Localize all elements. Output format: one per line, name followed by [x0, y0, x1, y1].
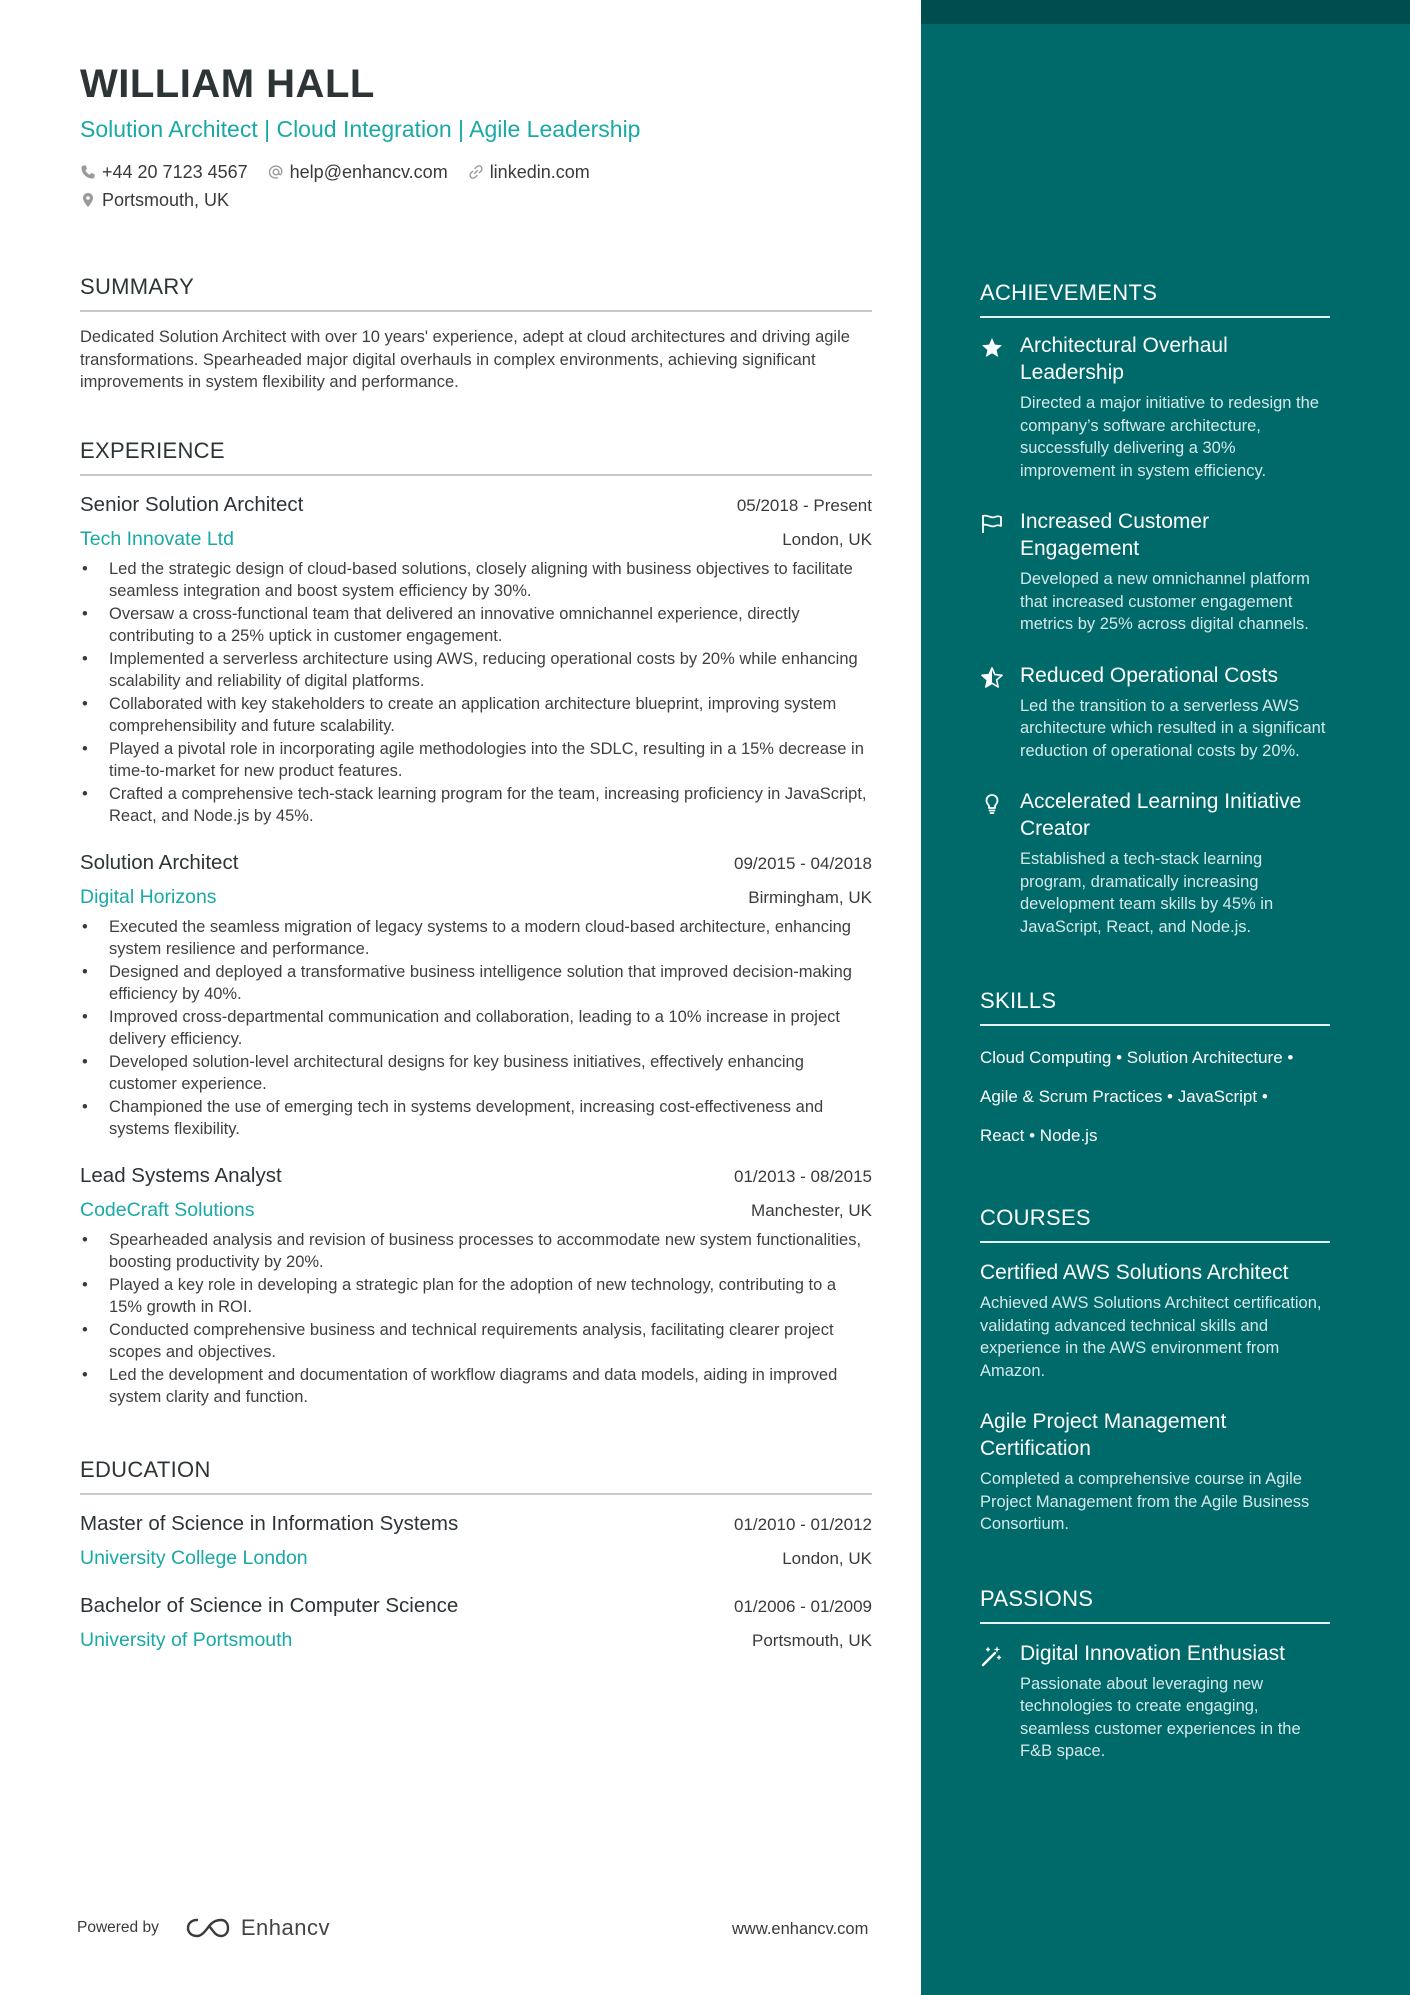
bullet-item: • Spearheaded analysis and revision of business processes to accommodate new system functionalities, boosting productivity by 20%.: [80, 1229, 872, 1274]
footer-branding: [77, 1915, 330, 1941]
job-company: Digital Horizons: [80, 885, 217, 908]
achievements-section: [980, 280, 1330, 938]
achievement-desc: Developed a new omnichannel platform that increased customer engagement metrics by 25% across digital channels.: [1020, 570, 1310, 633]
job-bullets: [80, 916, 872, 1141]
passions-section: [980, 1586, 1330, 1763]
phone-icon: [80, 164, 96, 180]
skills-line: Cloud Computing • Solution Architecture •: [980, 1048, 1294, 1067]
skills-list: [980, 1038, 1330, 1155]
bullet-item: • Crafted a comprehensive tech-stack learning program for the team, increasing proficiency in JavaScript, React, and Node.js by 45%.: [80, 783, 872, 828]
achievement-desc: Directed a major initiative to redesign the company’s software architecture, successfully delivering a 30% improvement in system efficiency.: [1020, 394, 1319, 480]
bullet-item: • Improved cross-departmental communication and collaboration, leading to a 10% increase in project delivery efficiency.: [80, 1006, 872, 1051]
school: University of Portsmouth: [80, 1628, 293, 1651]
main-column: [80, 60, 872, 1653]
job-title: Senior Solution Architect: [80, 492, 304, 516]
contact-linkedin[interactable]: [468, 158, 590, 186]
contact-info: [80, 158, 872, 214]
headline: Solution Architect | Cloud Integration | Agile Leadership: [80, 116, 641, 142]
bullet-item: • Conducted comprehensive business and technical requirements analysis, facilitating clearer project scopes and objectives.: [80, 1319, 872, 1364]
education-item: [80, 1593, 872, 1653]
degree: Master of Science in Information Systems: [80, 1511, 459, 1535]
courses-section: [980, 1205, 1330, 1536]
at-icon: [268, 164, 284, 180]
degree: Bachelor of Science in Computer Science: [80, 1593, 459, 1617]
linkedin-text: linkedin.com: [489, 162, 590, 182]
bullet-item: • Led the strategic design of cloud-based solutions, closely aligning with business objectives to facilitate seamless integration and boost system efficiency by 30%.: [80, 558, 872, 603]
job-company: CodeCraft Solutions: [80, 1198, 255, 1221]
flag-icon: [980, 512, 1004, 536]
job-date: 09/2015 - 04/2018: [733, 853, 872, 873]
achievement-item: [980, 788, 1330, 938]
experience-item: [80, 850, 872, 1141]
job-bullets: [80, 558, 872, 828]
job-location: Birmingham, UK: [748, 887, 872, 907]
achievement-title: Architectural Overhaul Leadership: [1020, 334, 1228, 384]
powered-by-text: Powered by: [77, 1919, 159, 1936]
course-title: Agile Project Management Certification: [980, 1410, 1227, 1460]
link-icon: [468, 164, 484, 180]
education-title: EDUCATION: [80, 1457, 872, 1495]
courses-title: COURSES: [980, 1205, 1330, 1243]
star-icon: [980, 336, 1004, 360]
school: University College London: [80, 1546, 308, 1569]
enhancv-logo-icon: [185, 1916, 231, 1940]
passion-item: [980, 1640, 1330, 1763]
skills-line: Agile & Scrum Practices • JavaScript •: [980, 1087, 1268, 1106]
job-location: London, UK: [782, 529, 872, 549]
sidebar-top-band: [921, 0, 1410, 24]
passion-desc: Passionate about leveraging new technologies to create engaging, seamless customer experiences in the F&B space.: [1020, 1674, 1301, 1760]
passion-title: Digital Innovation Enthusiast: [1020, 1641, 1285, 1665]
education-location: London, UK: [782, 1548, 872, 1568]
skills-line: React • Node.js: [980, 1126, 1098, 1145]
achievement-desc: Established a tech-stack learning program, dramatically increasing development team skills by 45% in JavaScript, React, and Node.js.: [1020, 850, 1274, 936]
course-desc: Completed a comprehensive course in Agile Project Management from the Agile Business Consortium.: [980, 1470, 1310, 1533]
bullet-item: • Led the development and documentation of workflow diagrams and data models, aiding in improved system clarity and function.: [80, 1364, 872, 1409]
job-location: Manchester, UK: [751, 1200, 872, 1220]
achievement-item: [980, 332, 1330, 482]
experience-section: [80, 438, 872, 1409]
summary-section: [80, 274, 872, 394]
enhancv-logo[interactable]: [185, 1915, 330, 1941]
achievement-item: [980, 662, 1330, 763]
bullet-item: • Implemented a serverless architecture using AWS, reducing operational costs by 20% while enhancing scalability and reliability of digital platforms.: [80, 648, 872, 693]
candidate-name: WILLIAM HALL: [80, 62, 375, 106]
bullet-item: • Developed solution-level architectural designs for key business initiatives, effectively enhancing customer experience.: [80, 1051, 872, 1096]
bullet-item: • Championed the use of emerging tech in systems development, increasing cost-effectiveness and systems flexibility.: [80, 1096, 872, 1141]
bullet-item: • Oversaw a cross-functional team that delivered an innovative omnichannel experience, directly contributing to a 25% uptick in customer engagement.: [80, 603, 872, 648]
education-date: 01/2006 - 01/2009: [733, 1596, 872, 1616]
passions-title: PASSIONS: [980, 1586, 1330, 1624]
contact-location: [80, 186, 229, 214]
experience-item: [80, 492, 872, 828]
course-item: [980, 1259, 1330, 1382]
achievement-title: Accelerated Learning Initiative Creator: [1020, 790, 1302, 840]
job-date: 01/2013 - 08/2015: [733, 1166, 872, 1186]
brand-name: Enhancv: [240, 1915, 330, 1940]
magic-wand-icon: [980, 1644, 1004, 1668]
skills-title: SKILLS: [980, 988, 1330, 1026]
achievement-desc: Led the transition to a serverless AWS architecture which resulted in a significant reduction of operational costs by 20%.: [1020, 696, 1326, 760]
contact-email[interactable]: [268, 158, 448, 186]
achievement-item: [980, 508, 1330, 636]
bullet-item: • Executed the seamless migration of legacy systems to a modern cloud-based architecture, enhancing system resilience and performance.: [80, 916, 872, 961]
job-date: 05/2018 - Present: [736, 495, 872, 515]
education-date: 01/2010 - 01/2012: [733, 1514, 872, 1534]
education-item: [80, 1511, 872, 1571]
achievements-title: ACHIEVEMENTS: [980, 280, 1330, 318]
course-desc: Achieved AWS Solutions Architect certification, validating advanced technical skills and experience in the AWS environment from Amazon.: [980, 1294, 1322, 1380]
course-title: Certified AWS Solutions Architect: [980, 1261, 1289, 1284]
footer-website[interactable]: www.enhancv.com: [732, 1920, 869, 1938]
contact-phone[interactable]: [80, 158, 248, 186]
achievement-title: Increased Customer Engagement: [1020, 510, 1210, 560]
achievement-title: Reduced Operational Costs: [1020, 663, 1278, 687]
summary-title: SUMMARY: [80, 274, 872, 312]
bullet-item: • Played a key role in developing a strategic plan for the adoption of new technology, contributing to a 15% growth in ROI.: [80, 1274, 872, 1319]
job-title: Lead Systems Analyst: [80, 1163, 282, 1187]
email-text: help@enhancv.com: [289, 162, 448, 182]
job-bullets: [80, 1229, 872, 1409]
education-section: [80, 1457, 872, 1653]
skills-section: [980, 988, 1330, 1155]
bullet-item: • Played a pivotal role in incorporating agile methodologies into the SDLC, resulting in a 15% decrease in time-to-market for new product features.: [80, 738, 872, 783]
lightbulb-icon: [980, 792, 1004, 816]
experience-item: [80, 1163, 872, 1409]
job-title: Solution Architect: [80, 850, 239, 874]
phone-text: +44 20 7123 4567: [102, 162, 248, 182]
education-location: Portsmouth, UK: [752, 1630, 872, 1650]
half-star-icon: [980, 666, 1004, 690]
summary-text: Dedicated Solution Architect with over 10 years' experience, adept at cloud architectures and driving agile transformations. Spearheaded major digital overhauls in complex environments, achieving significant improvements in system flexibility and performance.: [80, 328, 850, 391]
location-text: Portsmouth, UK: [102, 190, 230, 210]
bullet-item: • Collaborated with key stakeholders to create an application architecture blueprint, improving system comprehensibility and future scalability.: [80, 693, 872, 738]
sidebar-column: [980, 280, 1330, 1813]
location-pin-icon: [80, 192, 96, 208]
bullet-item: • Designed and deployed a transformative business intelligence solution that improved decision-making efficiency by 40%.: [80, 961, 872, 1006]
job-company: Tech Innovate Ltd: [80, 527, 234, 550]
experience-title: EXPERIENCE: [80, 438, 872, 476]
course-item: [980, 1408, 1330, 1536]
